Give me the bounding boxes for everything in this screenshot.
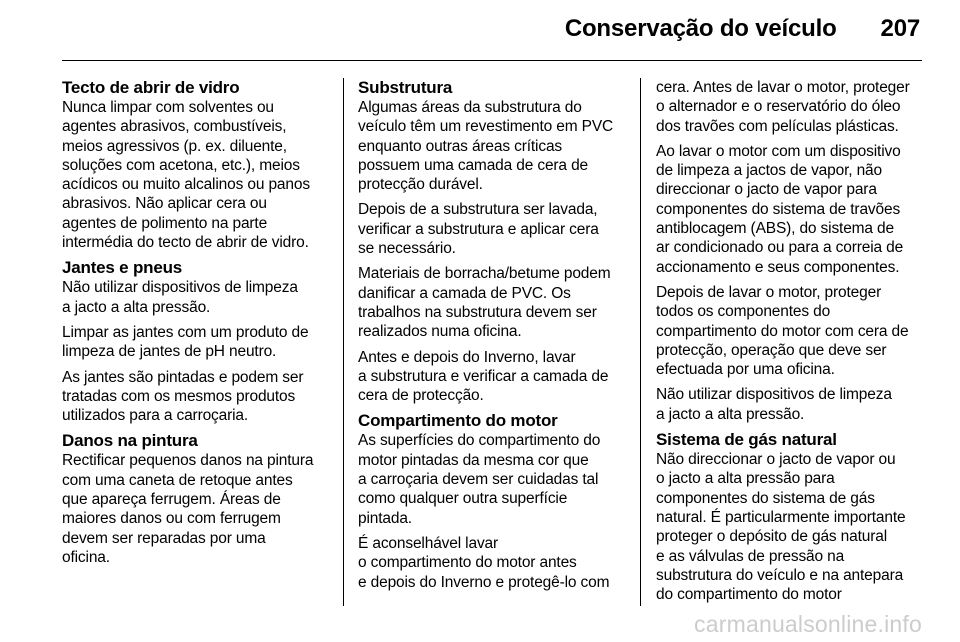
text-line: componentes do sistema de gás (656, 489, 875, 507)
text-line: a substrutura e verificar a camada de (358, 367, 609, 385)
paragraph (62, 278, 344, 317)
text-line: Não utilizar dispositivos de limpeza (62, 279, 298, 297)
text-line: pintada. (358, 509, 412, 527)
text-line: Não utilizar dispositivos de limpeza (656, 386, 892, 404)
text-line: e as válvulas de pressão na (656, 547, 845, 565)
paragraph (358, 264, 630, 341)
text-line: proteger o depósito de gás natural (656, 528, 888, 546)
section (62, 258, 344, 425)
section (358, 78, 630, 405)
text-line: As superfícies do compartimento do (358, 432, 601, 450)
text-line: de limpeza a jactos de vapor, não (656, 162, 882, 180)
section-heading: Compartimento do motor (358, 411, 558, 431)
paragraph (358, 200, 630, 258)
paragraph (62, 323, 344, 362)
text-line: possuem uma camada de cera de (358, 156, 589, 174)
page-title: Conservação do veículo (564, 15, 837, 42)
text-line: utilizados para a carroçaria. (62, 407, 249, 425)
paragraph (656, 283, 928, 379)
section-heading: Danos na pintura (62, 431, 198, 451)
text-line: enquanto outras áreas críticas (358, 137, 563, 155)
text-line: Depois de a substrutura ser lavada, (358, 201, 598, 219)
paragraph (62, 98, 344, 252)
text-line: dos travões com películas plásticas. (656, 117, 899, 135)
text-line: maiores danos ou com ferrugem (62, 510, 281, 528)
text-line: Depois de lavar o motor, proteger (656, 283, 882, 301)
text-line: efectuada por uma oficina. (656, 361, 835, 379)
text-line: veículo têm um revestimento em PVC (358, 118, 614, 136)
text-line: do compartimento do motor (656, 586, 842, 604)
column-divider (343, 78, 344, 606)
paragraph (62, 451, 344, 567)
text-line: As jantes são pintadas e podem ser (62, 368, 304, 386)
column-divider (640, 78, 641, 606)
text-line: motor pintadas da mesma cor que (358, 451, 589, 469)
text-line: protecção durável. (358, 176, 483, 194)
text-line: É aconselhável lavar (358, 534, 499, 552)
text-line: meios agressivos (p. ex. diluente, (62, 137, 287, 155)
text-line: natural. É particularmente importante (656, 508, 906, 526)
text-column-2 (358, 78, 630, 598)
text-line: cera. Antes de lavar o motor, proteger (656, 79, 910, 96)
text-line: o alternador e o reservatório do óleo (656, 98, 901, 116)
text-line: componentes do sistema de travões (656, 200, 901, 218)
text-line: abrasivos. Não aplicar cera ou (62, 195, 267, 213)
paragraph (656, 450, 928, 604)
section (358, 411, 630, 591)
paragraph (358, 98, 630, 194)
text-line: agentes abrasivos, combustíveis, (62, 118, 287, 136)
text-line: como qualquer outra superfície (358, 490, 568, 508)
text-line: soluções com acetona, etc.), meios (62, 156, 300, 174)
text-line: compartimento do motor com cera de (656, 322, 909, 340)
header-divider (62, 60, 922, 61)
text-line: o jacto a alta pressão para (656, 470, 835, 488)
text-line: verificar a substrutura e aplicar cera (358, 220, 599, 238)
text-line: Rectificar pequenos danos na pintura (62, 452, 314, 470)
text-line: antiblocagem (ABS), do sistema de (656, 220, 895, 238)
text-line: Não direccionar o jacto de vapor ou (656, 451, 896, 469)
text-line: agentes de polimento na parte (62, 214, 268, 232)
text-line: Algumas áreas da substrutura do (358, 99, 582, 116)
text-line: danificar a camada de PVC. Os (358, 284, 571, 302)
page-number: 207 (880, 15, 920, 42)
text-line: accionamento e seus componentes. (656, 258, 900, 276)
page-header (565, 14, 920, 44)
text-line: protecção, operação que deve ser (656, 341, 887, 359)
paragraph (358, 534, 630, 592)
text-line: trabalhos na substrutura devem ser (358, 303, 597, 321)
section (62, 431, 344, 567)
paragraph (62, 368, 344, 426)
text-line: cera de protecção. (358, 387, 484, 405)
text-line: se necessário. (358, 240, 456, 258)
text-line: intermédia do tecto de abrir de vidro. (62, 234, 309, 252)
section-heading: Jantes e pneus (62, 258, 183, 278)
paragraph (358, 431, 630, 527)
text-column-1 (62, 78, 344, 573)
watermark: carmanualsonline.info (694, 611, 922, 637)
text-line: e depois do Inverno e protegê-lo com (358, 573, 610, 591)
section-heading: Sistema de gás natural (656, 430, 837, 450)
text-line: o compartimento do motor antes (358, 554, 577, 572)
paragraph (656, 78, 928, 136)
section (62, 78, 344, 252)
text-line: substrutura do veículo e na antepara (656, 566, 904, 584)
paragraph (358, 348, 630, 406)
text-line: a jacto a alta pressão. (656, 405, 805, 423)
text-line: Antes e depois do Inverno, lavar (358, 348, 576, 366)
text-line: a carroçaria devem ser cuidadas tal (358, 471, 599, 489)
text-column-3 (656, 78, 928, 610)
text-line: limpeza de jantes de pH neutro. (62, 343, 277, 361)
text-line: acídicos ou muito alcalinos ou panos (62, 176, 310, 194)
text-line: que apareça ferrugem. Áreas de (62, 491, 281, 509)
section (656, 78, 928, 424)
text-line: Materiais de borracha/betume podem (358, 265, 611, 283)
text-line: Nunca limpar com solventes ou (62, 99, 274, 116)
text-line: ar condicionado ou para a correia de (656, 239, 904, 257)
text-line: realizados numa oficina. (358, 323, 522, 341)
text-line: Ao lavar o motor com um dispositivo (656, 142, 901, 160)
text-line: oficina. (62, 548, 110, 566)
text-line: Limpar as jantes com um produto de (62, 323, 309, 341)
paragraph (656, 385, 928, 424)
text-line: com uma caneta de retoque antes (62, 471, 293, 489)
text-line: tratadas com os mesmos produtos (62, 387, 296, 405)
text-line: devem ser reparadas por uma (62, 529, 266, 547)
text-line: direccionar o jacto de vapor para (656, 181, 877, 199)
section (656, 430, 928, 604)
text-line: todos os componentes do (656, 303, 831, 321)
section-heading: Substrutura (358, 78, 453, 97)
section-heading: Tecto de abrir de vidro (62, 78, 240, 97)
paragraph (656, 142, 928, 277)
text-line: a jacto a alta pressão. (62, 298, 211, 316)
